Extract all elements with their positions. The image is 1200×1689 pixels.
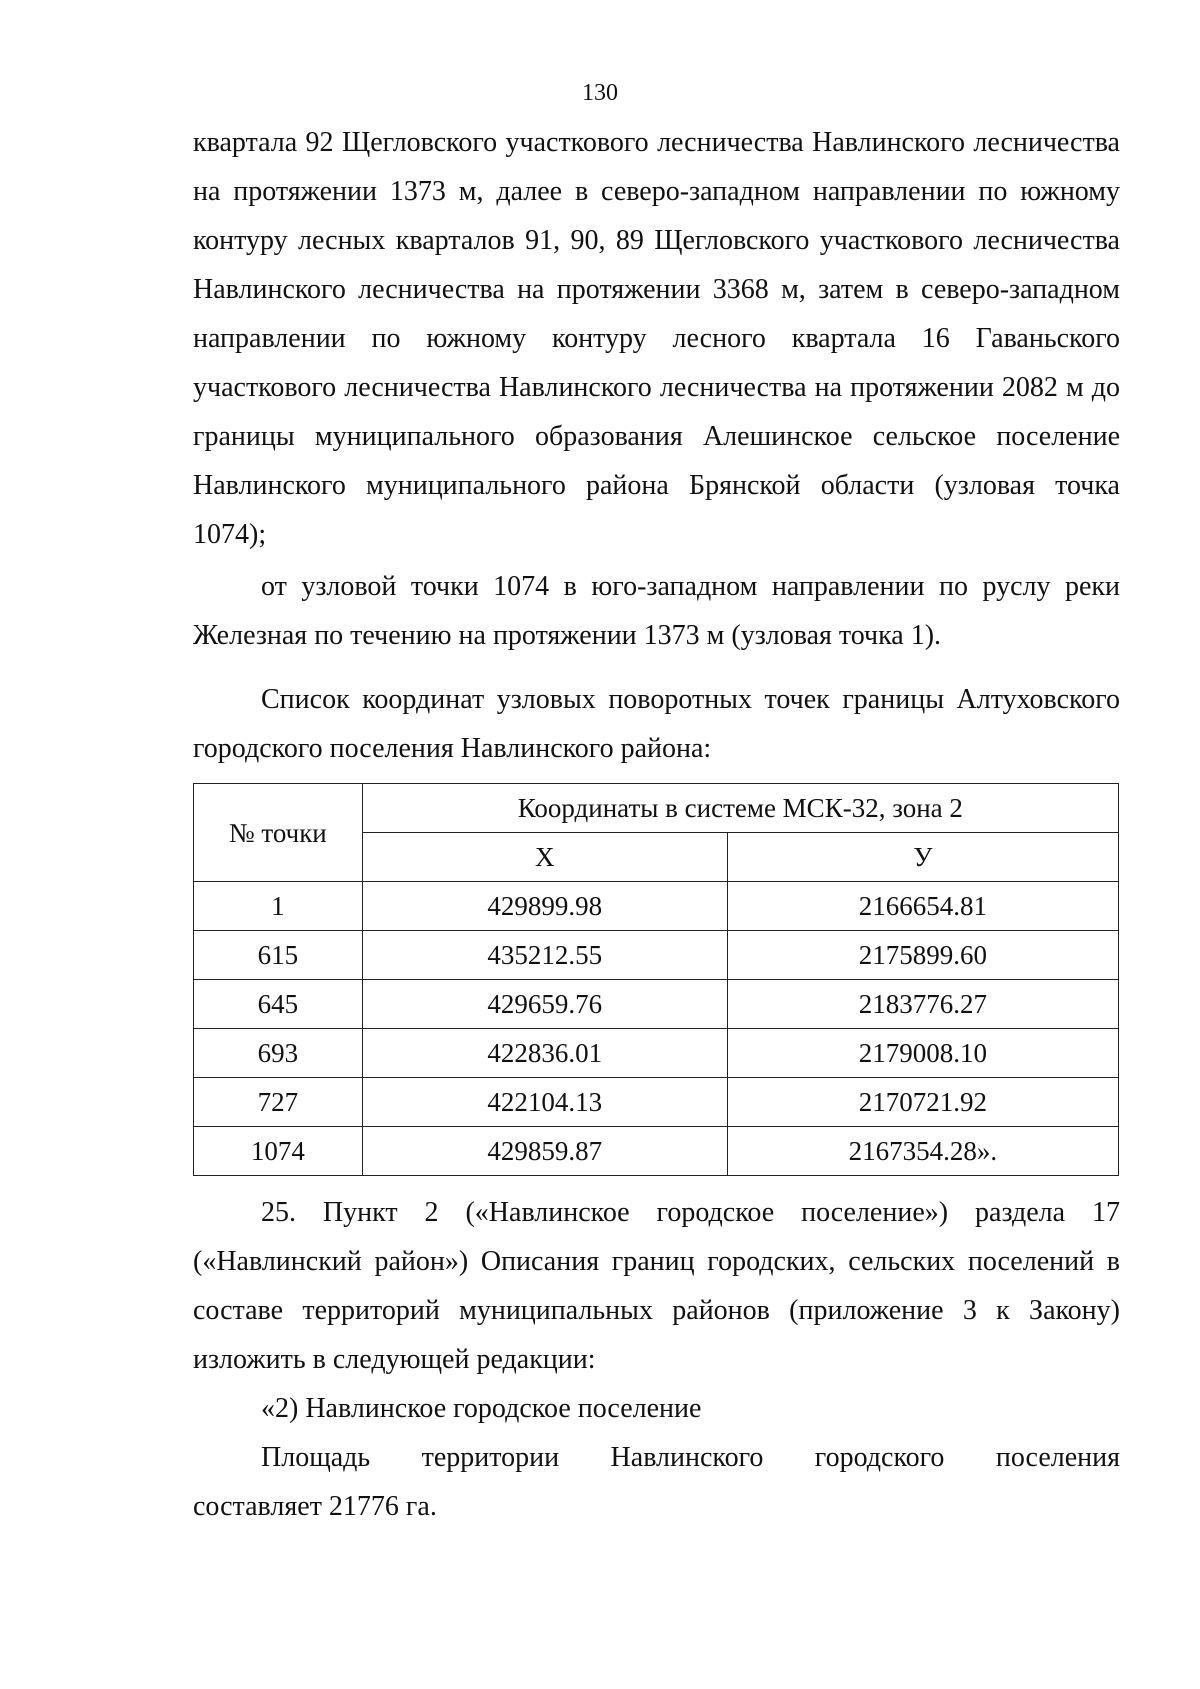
cell-x: 435212.55	[362, 931, 727, 980]
cell-point-number: 1074	[194, 1127, 363, 1176]
table-row	[194, 1029, 1119, 1078]
cell-x: 422104.13	[362, 1078, 727, 1127]
paragraph-item-25: 25. Пункт 2 («Навлинское городское поселение») раздела 17 («Навлинский район») Описания границ городских, сельских поселений в составе территорий муниципальных районов (приложение 3 к Закону) изложить в следующей редакции:	[193, 1197, 1120, 1375]
cell-point-number: 1	[194, 882, 363, 931]
coordinates-table	[193, 783, 1119, 1176]
header-coordinate-system: Координаты в системе МСК-32, зона 2	[362, 784, 1118, 833]
cell-point-number: 615	[194, 931, 363, 980]
cell-y: 2166654.81	[727, 882, 1118, 931]
table-header-row	[194, 784, 1119, 833]
cell-x: 429859.87	[362, 1127, 727, 1176]
cell-x: 422836.01	[362, 1029, 727, 1078]
header-y: У	[727, 833, 1118, 882]
cell-x: 429659.76	[362, 980, 727, 1029]
paragraph-section-heading: «2) Навлинское городское поселение	[261, 1393, 702, 1424]
cell-y: 2179008.10	[727, 1029, 1118, 1078]
paragraph-node-1074: от узловой точки 1074 в юго-западном направлении по руслу реки Железная по течению на протяжении 1373 м (узловая точка 1).	[193, 571, 1120, 651]
paragraph-boundary-description: квартала 92 Щегловского участкового лесничества Навлинского лесничества на протяжении 1373 м, далее в северо-западном направлении по южному контуру лесных кварталов 91, 90, 89 Щегловского участкового лесничества Навлинского лесничества на протяжении 3368 м, затем в северо-западном направлении по южному контуру лесного квартала 16 Гаваньского участкового лесничества Навлинского лесничества на протяжении 2082 м до границы муниципального образования Алешинское сельское поселение Навлинского муниципального района Брянской области (узловая точка 1074);	[193, 127, 1120, 550]
table-row	[194, 931, 1119, 980]
paragraph-area-line: Площадь территории Навлинского городского поселения	[261, 1442, 1120, 1473]
table-row	[194, 980, 1119, 1029]
header-point-number: № точки	[194, 784, 363, 882]
paragraph-coordinates-intro: Список координат узловых поворотных точек границы Алтуховского городского поселения Навлинского района:	[193, 684, 1120, 764]
cell-x: 429899.98	[362, 882, 727, 931]
table-row	[194, 882, 1119, 931]
table-row	[194, 1127, 1119, 1176]
cell-y: 2183776.27	[727, 980, 1118, 1029]
cell-y: 2175899.60	[727, 931, 1118, 980]
header-x: X	[362, 833, 727, 882]
table-row	[194, 1078, 1119, 1127]
cell-y: 2167354.28».	[727, 1127, 1118, 1176]
cell-point-number: 645	[194, 980, 363, 1029]
cell-point-number: 727	[194, 1078, 363, 1127]
paragraph-area-value: составляет 21776 га.	[193, 1491, 437, 1522]
cell-y: 2170721.92	[727, 1078, 1118, 1127]
page-number: 130	[582, 80, 618, 106]
cell-point-number: 693	[194, 1029, 363, 1078]
document-body	[193, 118, 1120, 1531]
